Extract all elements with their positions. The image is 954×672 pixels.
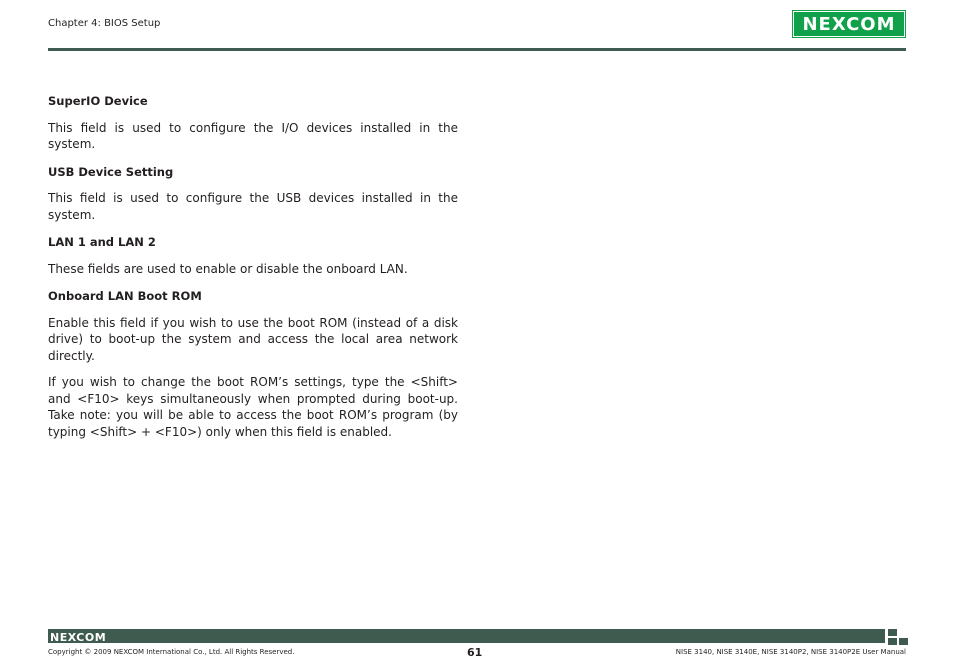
section-heading: LAN 1 and LAN 2 — [48, 235, 156, 249]
bios-section-content — [48, 93, 458, 451]
section-text: Enable this field if you wish to use the boot ROM (instead of a disk drive) to boot-up the system and access the local area network directly. — [48, 315, 458, 363]
svg-text:NEXCOM: NEXCOM — [802, 14, 896, 35]
section-text: If you wish to change the boot ROM’s settings, type the <Shift> and <F10> keys simultaneously when prompted during boot-up. Take note: you will be able to access the boot ROM’s program (by typing <Shift> + <F10>) only when this field is enabled. — [48, 375, 458, 439]
nexcom-footer-logo — [50, 630, 110, 643]
section-text: These fields are used to enable or disable the onboard LAN. — [48, 261, 408, 276]
footer-bar — [48, 629, 885, 643]
section-text: This field is used to configure the I/O devices installed in the system. — [48, 120, 458, 151]
manual-title: NISE 3140, NISE 3140E, NISE 3140P2, NISE 3140P2E User Manual — [675, 648, 906, 656]
page-number: 61 — [467, 646, 483, 659]
header-rule — [48, 48, 906, 51]
section-heading: Onboard LAN Boot ROM — [48, 289, 202, 303]
nexcom-logo — [792, 10, 906, 38]
section-heading: USB Device Setting — [48, 164, 174, 179]
copyright-text: Copyright © 2009 NEXCOM International Co., Ltd. All Rights Reserved. — [48, 648, 295, 656]
corner-squares-icon — [888, 629, 908, 645]
section-text: This field is used to configure the USB devices installed in the system. — [48, 191, 458, 222]
svg-text:NEXCOM: NEXCOM — [50, 631, 107, 643]
chapter-title: Chapter 4: BIOS Setup — [48, 18, 161, 29]
section-heading: SuperIO Device — [48, 94, 148, 108]
